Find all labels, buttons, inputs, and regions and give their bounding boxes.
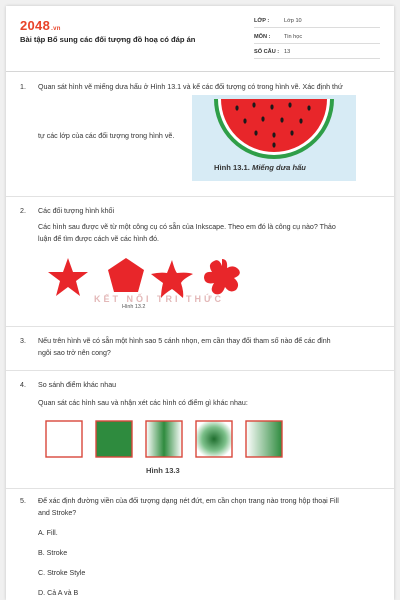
square-radial-gradient bbox=[196, 421, 232, 457]
meta-row-count bbox=[254, 46, 380, 59]
document-page bbox=[6, 6, 394, 600]
question-text-line: luận để tìm được cách vẽ các hình đó. bbox=[38, 235, 159, 243]
question-text-line: Nếu trên hình vẽ có sẵn một hình sao 5 cánh nhọn, em cần thay đổi tham số nào để các đỉnh bbox=[38, 337, 331, 345]
square-fade-gradient bbox=[246, 421, 282, 457]
meta-value: 13 bbox=[284, 49, 291, 55]
gradient-squares-figure bbox=[42, 418, 292, 478]
shapes-figure bbox=[44, 254, 254, 318]
divider bbox=[6, 370, 394, 371]
question-text-line: tự các lớp của các đối tượng trong hình vẽ. bbox=[38, 132, 175, 140]
pentagon-shape bbox=[108, 258, 144, 292]
meta-row-class bbox=[254, 15, 380, 28]
star-shape bbox=[48, 258, 88, 296]
rounded-star-shape bbox=[151, 260, 193, 298]
logo-sub: .vn bbox=[51, 26, 61, 32]
divider bbox=[6, 326, 394, 327]
divider bbox=[6, 488, 394, 489]
question-number: 4. bbox=[20, 381, 26, 389]
meta-key: MÔN : bbox=[254, 34, 271, 40]
site-logo[interactable] bbox=[20, 18, 61, 33]
question-text-line: Các hình sau được vẽ từ một công cụ có sẵn của Inkscape. Theo em đó là công cụ nào? Thảo bbox=[38, 223, 336, 231]
squares-icon bbox=[42, 418, 292, 464]
question-text-line: ngôi sao trở nên cong? bbox=[38, 349, 111, 357]
square-empty bbox=[46, 421, 82, 457]
watermelon-figure bbox=[192, 95, 356, 181]
shapes-icon bbox=[44, 254, 254, 304]
page-title: Bài tập Bổ sung các đối tượng đồ hoạ có đáp án bbox=[20, 35, 196, 44]
figure-caption: Hình 13.2 bbox=[122, 304, 146, 310]
figure-caption-italic: Miếng dưa hấu bbox=[252, 163, 306, 172]
answer-option-c[interactable]: C. Stroke Style bbox=[38, 569, 86, 577]
question-text-line: and Stroke? bbox=[38, 509, 77, 517]
logo-main: 2048 bbox=[20, 18, 51, 33]
figure-watermark: KẾT NỐI TRI THỨC bbox=[94, 294, 224, 304]
answer-option-d[interactable]: D. Cả A và B bbox=[38, 589, 79, 597]
square-solid bbox=[96, 421, 132, 457]
question-number: 5. bbox=[20, 497, 26, 505]
question-text-line: Để xác định đường viền của đối tượng dạng nét đứt, em cần chọn trang nào trong hộp thoại Fill bbox=[38, 497, 339, 505]
figure-caption: Hình 13.3 bbox=[146, 466, 180, 475]
meta-value: Tin học bbox=[284, 34, 303, 40]
meta-row-subject bbox=[254, 31, 380, 44]
meta-key: LỚP : bbox=[254, 18, 270, 24]
question-number: 3. bbox=[20, 337, 26, 345]
question-title: Các đối tượng hình khối bbox=[38, 207, 115, 215]
answer-option-a[interactable]: A. Fill. bbox=[38, 529, 58, 537]
document-header bbox=[6, 6, 394, 72]
square-linear-gradient bbox=[146, 421, 182, 457]
watermelon-icon bbox=[192, 95, 356, 163]
divider bbox=[6, 196, 394, 197]
question-text-line: Quan sát hình vẽ miếng dưa hấu ở Hình 13.1 và kể các đối tượng có trong hình vẽ. Xác định thứ bbox=[38, 83, 343, 91]
meta-key: SỐ CÂU : bbox=[254, 49, 280, 55]
figure-caption: Hình 13.1. Miếng dưa hấu bbox=[214, 163, 306, 172]
question-number: 2. bbox=[20, 207, 26, 215]
answer-option-b[interactable]: B. Stroke bbox=[38, 549, 68, 557]
question-number: 1. bbox=[20, 83, 26, 91]
meta-value: Lớp 10 bbox=[284, 18, 302, 24]
gear-shape bbox=[204, 259, 240, 294]
question-text-line: Quan sát các hình sau và nhận xét các hình có điểm gì khác nhau: bbox=[38, 399, 248, 407]
question-title: So sánh điểm khác nhau bbox=[38, 381, 117, 389]
